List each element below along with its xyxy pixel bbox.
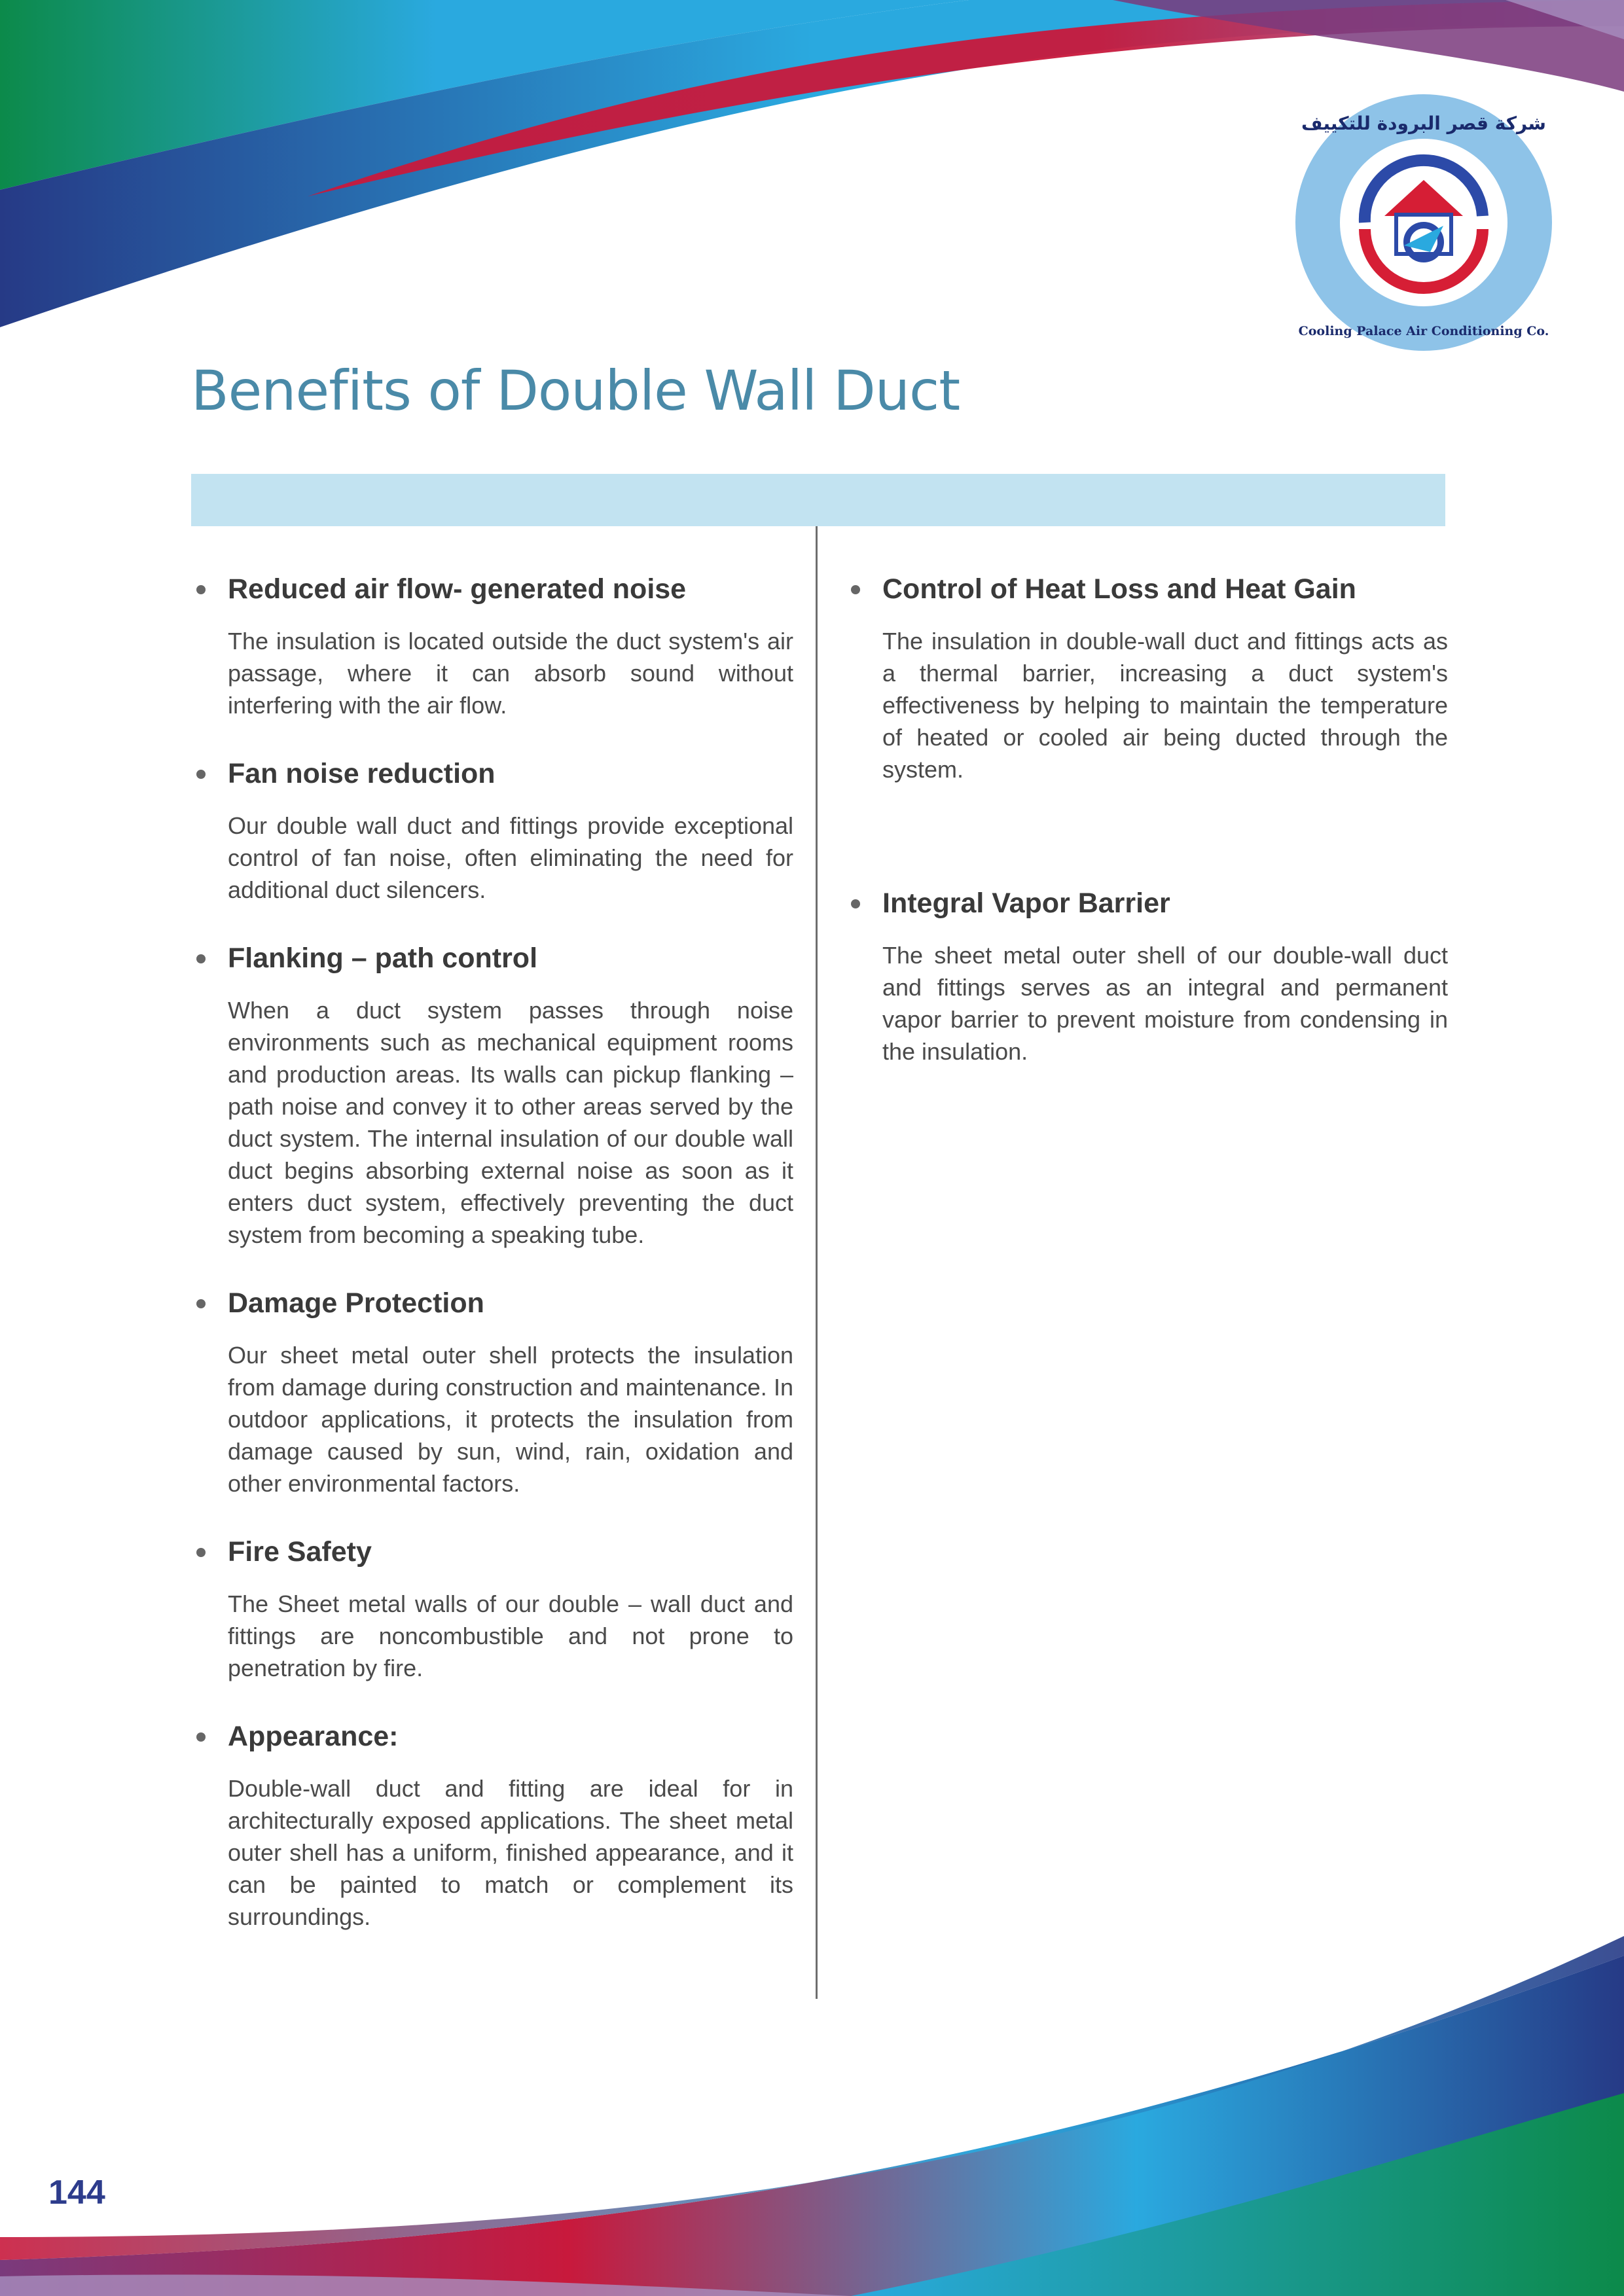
benefit-item — [846, 888, 1448, 1067]
logo-english-text: Cooling Palace Air Conditioning Co. — [1298, 324, 1549, 338]
benefit-item — [191, 1721, 793, 1933]
benefit-title: Integral Vapor Barrier — [882, 888, 1170, 919]
logo-arabic-text: شركة قصر البرودة للتكييف — [1301, 113, 1546, 134]
benefit-title: Flanking – path control — [228, 942, 538, 974]
benefit-body: The insulation in double-wall duct and fittings acts as a thermal barrier, increasing a duct system's effectiveness by helping to maintain the temperature of heated or cooled air being ducted through the system. — [882, 628, 1448, 783]
benefit-body: The sheet metal outer shell of our double-wall duct and fittings serves as an integral and permanent vapor barrier to prevent moisture from condensing in the insulation. — [882, 942, 1448, 1065]
bullet-icon — [196, 770, 206, 779]
bullet-icon — [851, 899, 860, 908]
benefit-item — [846, 573, 1448, 785]
benefit-body: Our sheet metal outer shell protects the insulation from damage during construction and maintenance. In outdoor applications, it protects the insulation from damage caused by sun, wind, rain, oxidation and other environmental factors. — [228, 1342, 793, 1497]
benefit-item — [191, 942, 793, 1251]
column-divider — [816, 526, 818, 1999]
footer-swoosh-decoration — [0, 1929, 1624, 2296]
right-column — [846, 573, 1448, 1104]
benefit-title: Appearance: — [228, 1721, 399, 1752]
benefit-title: Damage Protection — [228, 1287, 484, 1319]
benefit-body: The insulation is located outside the duct system's air passage, where it can absorb sound without interfering with the air flow. — [228, 628, 793, 719]
bullet-icon — [196, 1732, 206, 1742]
left-column — [191, 573, 793, 1969]
benefit-title: Fan noise reduction — [228, 758, 496, 789]
benefit-title: Fire Safety — [228, 1536, 372, 1568]
title-band — [191, 474, 1445, 526]
bullet-icon — [196, 954, 206, 963]
benefit-item — [191, 573, 793, 721]
bullet-icon — [196, 1548, 206, 1557]
benefit-body: Our double wall duct and fittings provide exceptional control of fan noise, often eliminating the need for additional duct silencers. — [228, 812, 793, 903]
benefit-item — [191, 1287, 793, 1499]
page-title: Benefits of Double Wall Duct — [191, 359, 960, 423]
benefit-title: Control of Heat Loss and Heat Gain — [882, 573, 1356, 605]
benefit-item — [191, 758, 793, 906]
benefit-body: The Sheet metal walls of our double – wall duct and fittings are noncombustible and not prone to penetration by fire. — [228, 1590, 793, 1681]
benefit-body: When a duct system passes through noise environments such as mechanical equipment rooms and production areas. Its walls can pickup flanking – path noise and convey it to other areas served by the duct system. The internal insulation of our double wall duct begins absorbing external noise as soon as it enters duct system, effectively preventing the duct system from becoming a speaking tube. — [228, 997, 793, 1248]
bullet-icon — [196, 1299, 206, 1308]
bullet-icon — [196, 585, 206, 594]
benefit-title: Reduced air flow- generated noise — [228, 573, 687, 605]
benefit-body: Double-wall duct and fitting are ideal for in architecturally exposed applications. The sheet metal outer shell has a uniform, finished appearance, and it can be painted to match or complement its surroundings. — [228, 1775, 793, 1930]
benefit-item — [191, 1536, 793, 1684]
bullet-icon — [851, 585, 860, 594]
page-number: 144 — [48, 2174, 105, 2212]
company-logo — [1293, 92, 1555, 353]
